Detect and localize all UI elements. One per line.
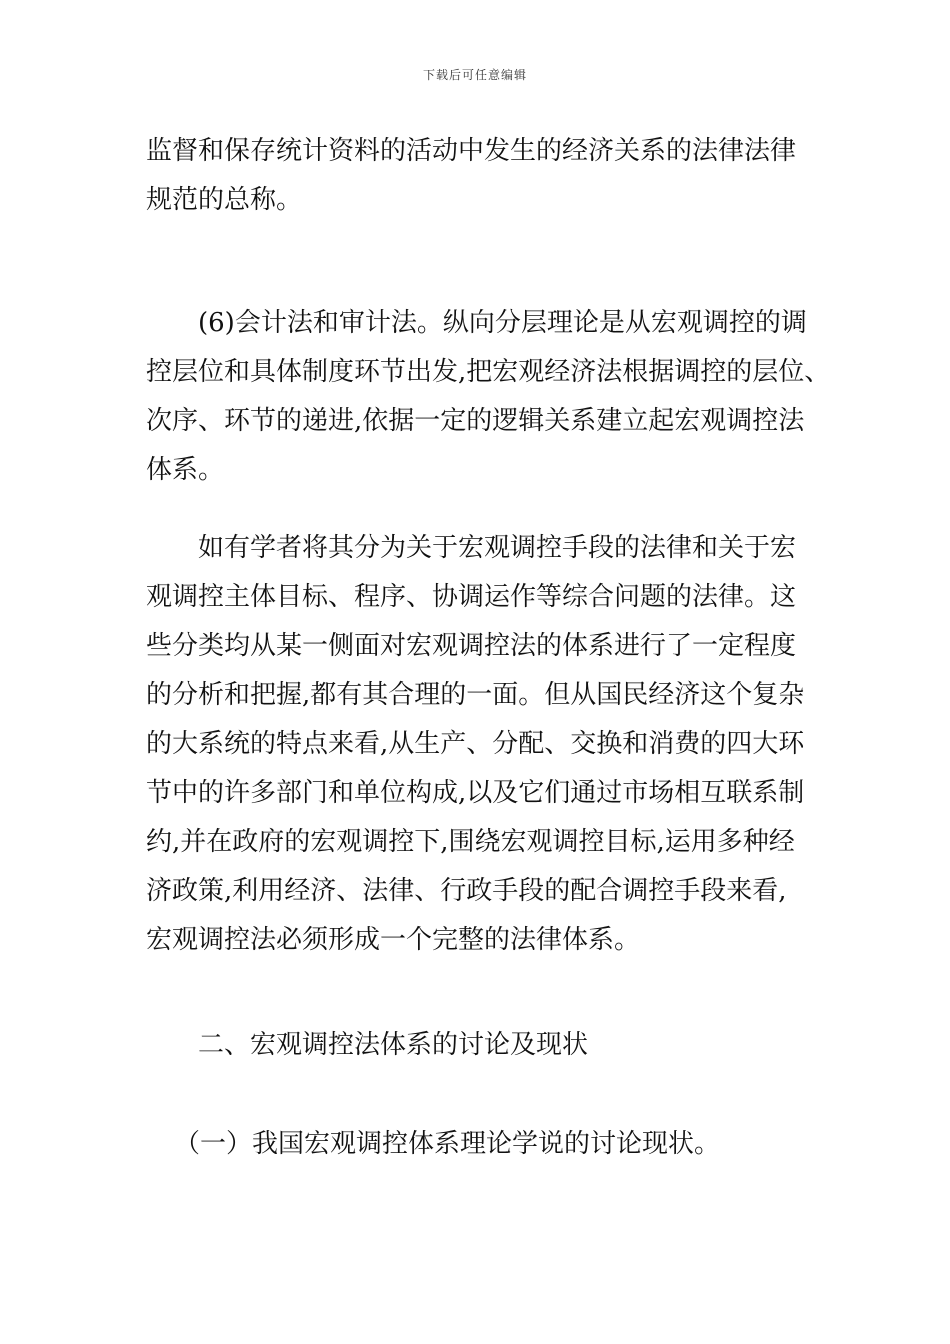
text-line: 监督和保存统计资料的活动中发生的经济关系的法律法律 (146, 136, 797, 166)
text-line: 约,并在政府的宏观调控下,围绕宏观调控目标,运用多种经 (146, 827, 795, 857)
text-line: 宏观调控法必须形成一个完整的法律体系。 (146, 925, 641, 955)
subheading-text: （一）我国宏观调控体系理论学说的讨论现状。 (174, 1129, 721, 1159)
text-line: 的分析和把握,都有其合理的一面。但从国民经济这个复杂 (146, 680, 805, 710)
text-line: 如有学者将其分为关于宏观调控手段的法律和关于宏 (198, 533, 797, 563)
paragraph-accounting-audit-law (146, 299, 831, 495)
text-line: 济政策,利用经济、法律、行政手段的配合调控手段来看, (146, 876, 787, 906)
text-line: 规范的总称。 (146, 185, 303, 215)
text-line: (6)会计法和审计法。纵向分层理论是从宏观调控的调 (198, 308, 807, 338)
text-line: 些分类均从某一侧面对宏观调控法的体系进行了一定程度 (146, 631, 797, 661)
section-heading (146, 1021, 806, 1070)
text-line: 观调控主体目标、程序、协调运作等综合问题的法律。这 (146, 582, 797, 612)
text-line: 控层位和具体制度环节出发,把宏观经济法根据调控的层位、 (146, 357, 831, 387)
subsection-heading (146, 1120, 806, 1169)
text-line: 体系。 (146, 455, 225, 485)
heading-text: 二、宏观调控法体系的讨论及现状 (198, 1030, 589, 1060)
paragraph-classification (146, 524, 806, 965)
text-line: 的大系统的特点来看,从生产、分配、交换和消费的四大环 (146, 729, 805, 759)
text-line: 次序、环节的递进,依据一定的逻辑关系建立起宏观调控法 (146, 406, 805, 436)
text-line: 节中的许多部门和单位构成,以及它们通过市场相互联系制 (146, 778, 805, 808)
page-header: 下载后可任意编辑 (422, 68, 527, 82)
paragraph-continuation (146, 127, 806, 225)
